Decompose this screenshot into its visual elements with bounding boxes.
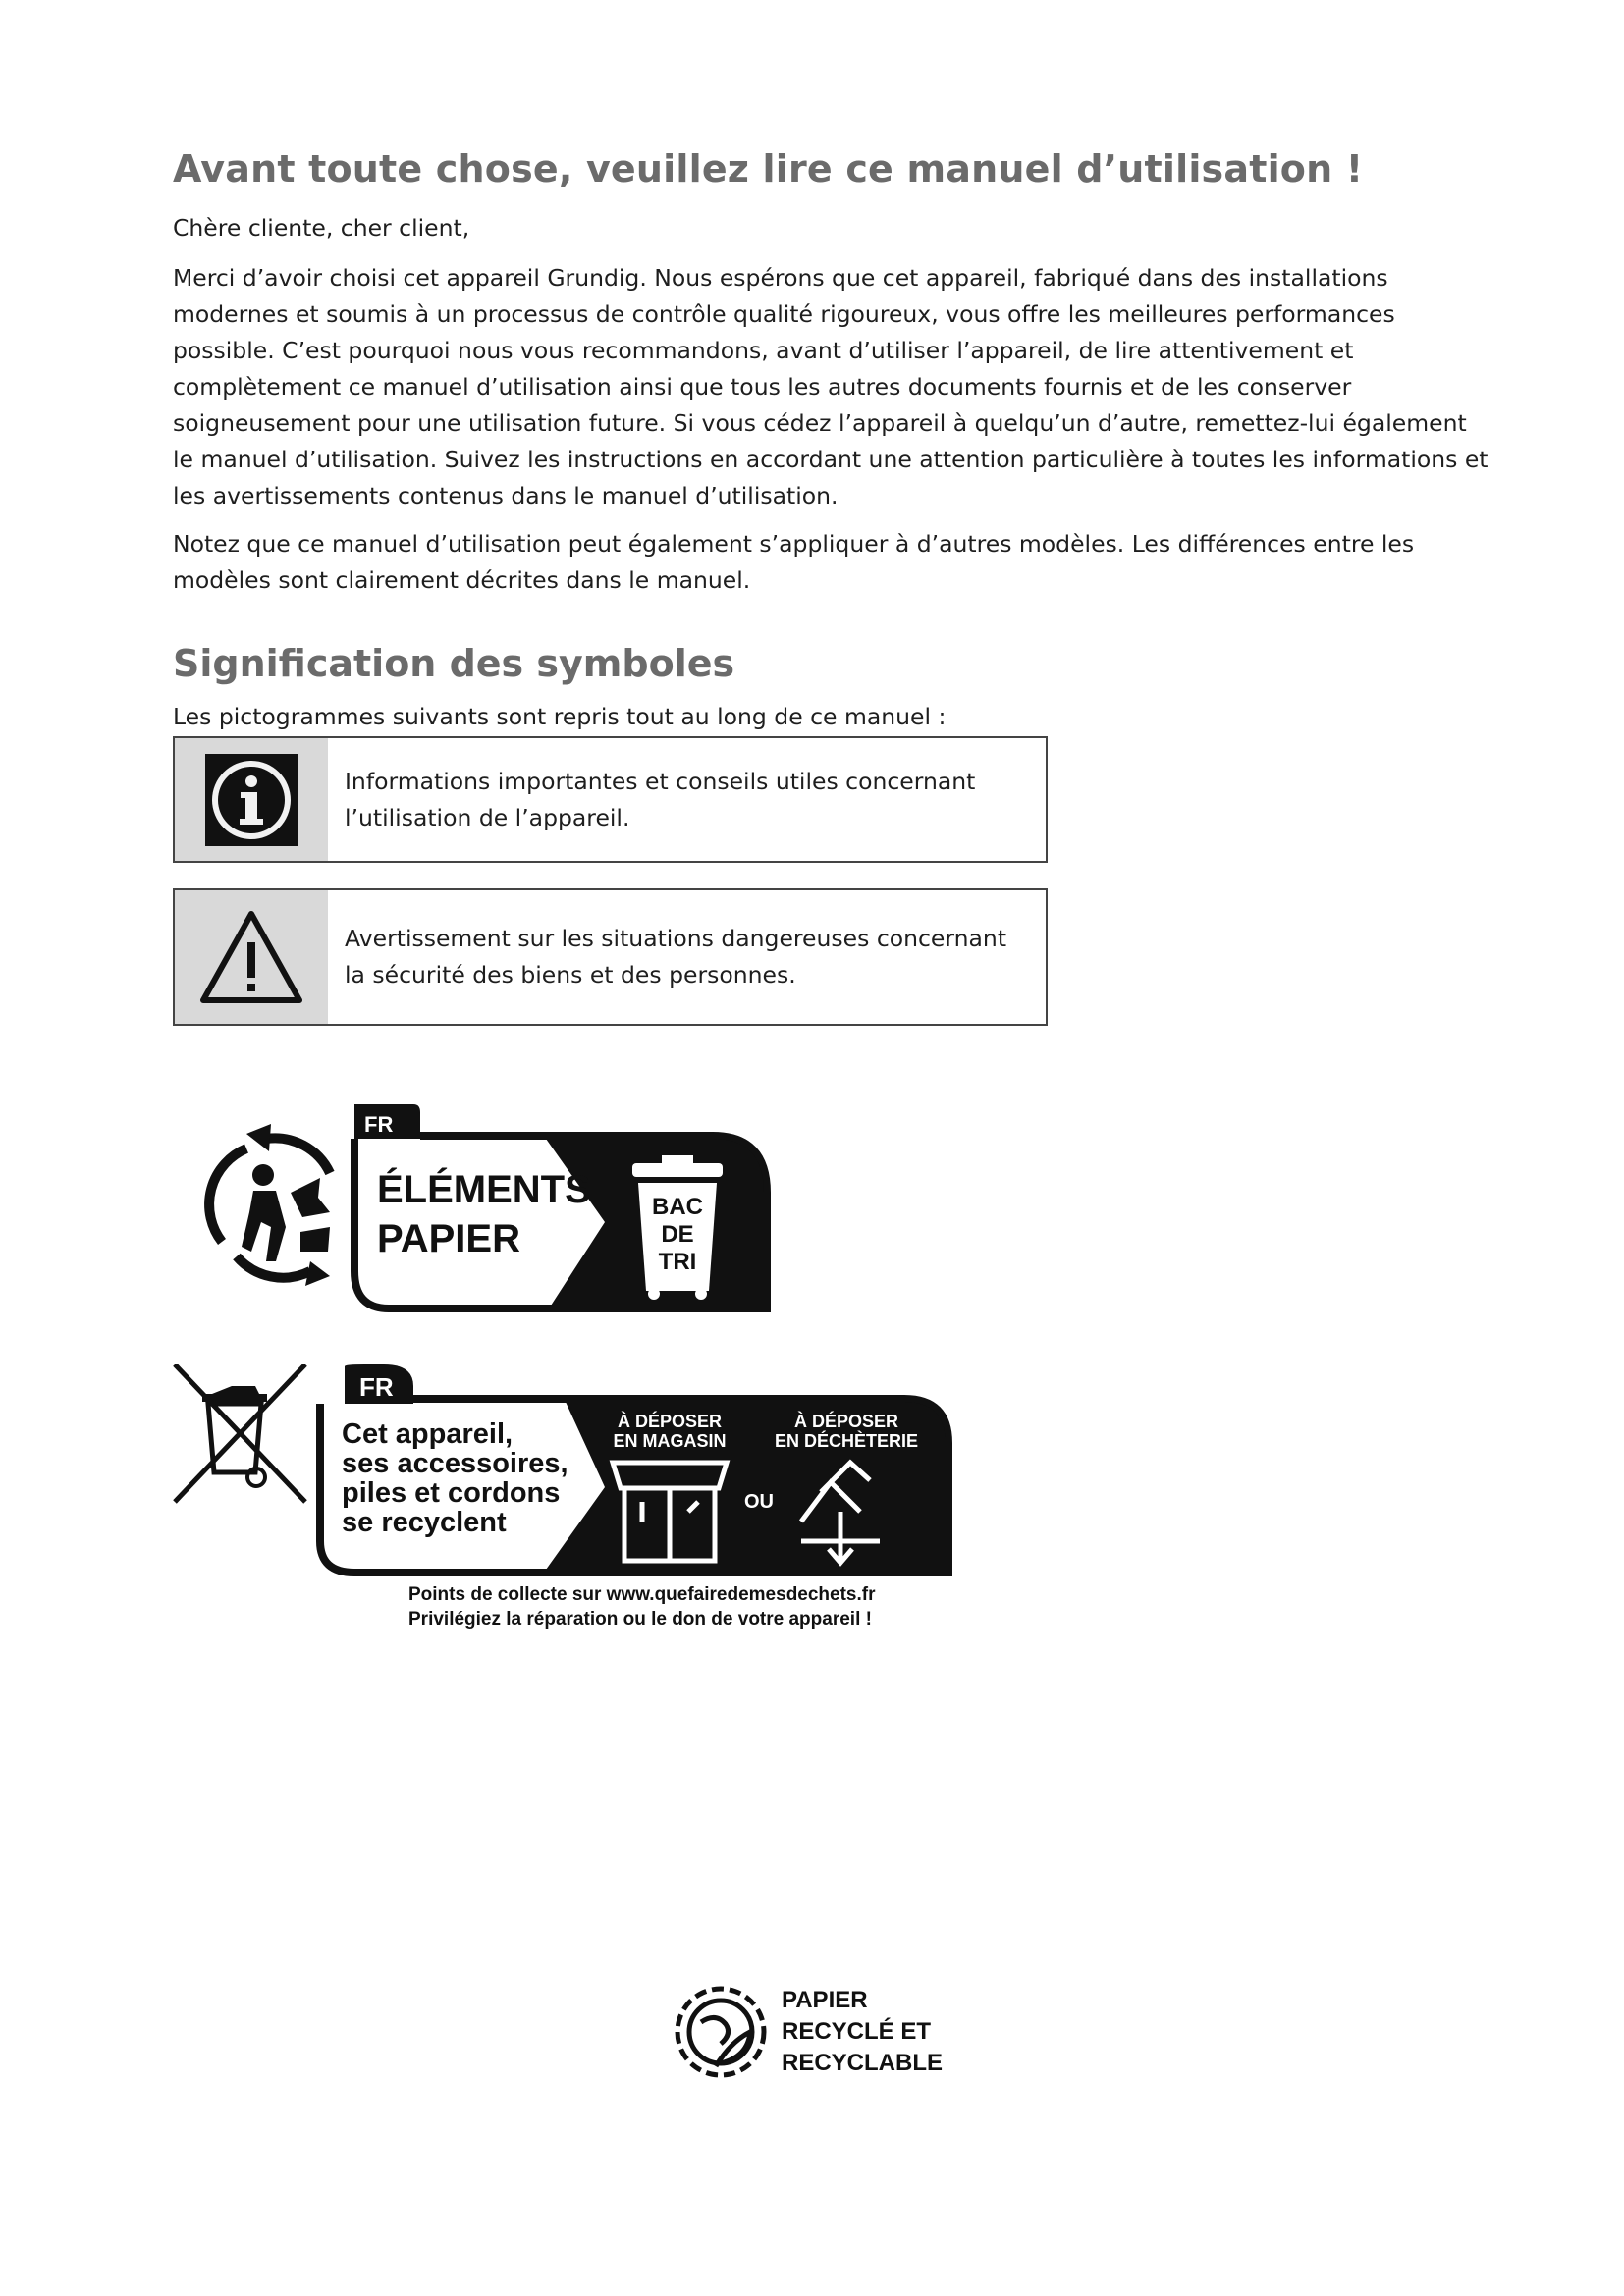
intro-section: [173, 147, 1489, 747]
weee-text-line2: ses accessoires,: [342, 1448, 568, 1479]
intro-paragraph-1: Merci d’avoir choisi cet appareil Grundig. Nous espérons que cet appareil, fabriqué dans des installations modernes et soumis à un processus de contrôle qualité rigoureux, vous offre les meilleures performances possible. C’est pourquoi nous vous recommandons, avant d’utiliser l’appareil, de lire attentivement et complètement ce manuel d’utilisation ainsi que tous les autres documents fournis et de les conserver soigneusement pour une utilisation future. Si vous cédez l’appareil à quelqu’un d’autre, remettez-lui également le manuel d’utilisation. Suivez les instructions en accordant une attention particulière à toutes les informations et les avertissements contenus dans le manuel d’utilisation.: [173, 264, 1489, 509]
recycled-paper-logo: [672, 1973, 966, 2091]
info-icon: [205, 754, 298, 846]
or-label: OU: [744, 1491, 774, 1513]
triman-recycle-icon: [209, 1124, 330, 1286]
weee-text-line3: piles et cordons: [342, 1477, 561, 1509]
globe-leaf-icon: [677, 1989, 764, 2075]
intro-paragraph-2: Notez que ce manuel d’utilisation peut également s’appliquer à d’autres modèles. Les différences entre les modèles sont clairement décrites dans le manuel.: [173, 530, 1415, 594]
dump-label-line2: EN DÉCHÈTERIE: [774, 1431, 919, 1451]
paper-logo-line2: RECYCLÉ ET: [782, 2018, 932, 2045]
weee-text-line1: Cet appareil,: [342, 1418, 514, 1450]
greeting: Chère cliente, cher client,: [173, 214, 470, 241]
triman-weee-logo: [173, 1364, 958, 1629]
paper-logo-line3: RECYCLABLE: [782, 2050, 944, 2076]
intro-title: Avant toute chose, veuillez lire ce manuel d’utilisation !: [173, 147, 1364, 190]
bin-label-line2: DE: [661, 1221, 694, 1248]
warning-icon: [197, 908, 305, 1006]
weee-footer-line2: Privilégiez la réparation ou le don de votre appareil !: [408, 1609, 872, 1629]
dump-label-line1: À DÉPOSER: [793, 1412, 899, 1431]
info-pictogram-box: [173, 736, 1048, 863]
bin-label-line1: BAC: [652, 1194, 703, 1220]
symbols-intro: Les pictogrammes suivants sont repris tout au long de ce manuel :: [173, 703, 947, 730]
warning-pictogram-box: [173, 888, 1048, 1026]
paper-country-code: FR: [364, 1112, 394, 1137]
weee-text-line4: se recyclent: [342, 1507, 507, 1538]
paper-logo-line1: PAPIER: [782, 1987, 868, 2013]
store-label-line2: EN MAGASIN: [613, 1431, 727, 1451]
warning-icon-cell: [175, 890, 328, 1024]
bin-label-line3: TRI: [658, 1249, 697, 1275]
crossed-bin-icon: [175, 1364, 305, 1502]
triman-paper-logo: [192, 1095, 782, 1315]
paper-label-line1: ÉLÉMENTS: [377, 1168, 591, 1211]
store-label-line1: À DÉPOSER: [617, 1412, 723, 1431]
paper-label-line2: PAPIER: [377, 1217, 520, 1260]
weee-country-code: FR: [359, 1372, 394, 1402]
symbols-title: Signification des symboles: [173, 642, 735, 685]
weee-footer-line1: Points de collecte sur www.quefairedemesdechets.fr: [408, 1584, 876, 1605]
warning-pictogram-text: Avertissement sur les situations dangereuses concernant la sécurité des biens et des personnes.: [345, 925, 1007, 988]
info-pictogram-text: Informations importantes et conseils utiles concernant l’utilisation de l’appareil.: [345, 767, 976, 831]
info-icon-cell: [175, 738, 328, 861]
